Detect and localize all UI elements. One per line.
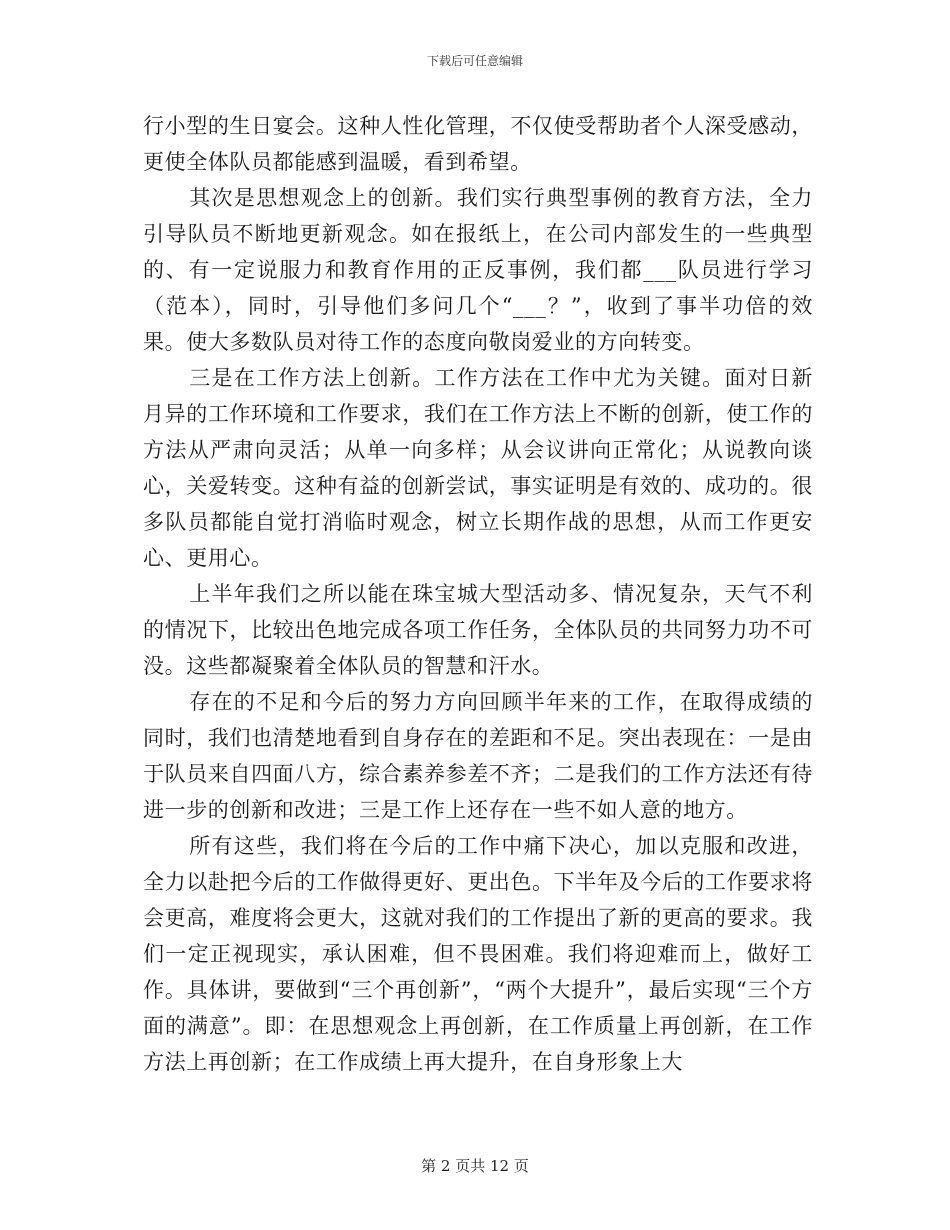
paragraph-ideas-innovation: 其次是思想观念上的创新。我们实行典型事例的教育方法，全力引导队员不断地更新观念。如在报纸上，在公司内部发生的一些典型的、有一定说服力和教育作用的正反事例，我们都___队员进行学习（范本），同时，引导他们多问几个“___？”，收到了事半功倍的效果。使大多数队员对待工作的态度向敬岗爱业的方向转变。	[143, 186, 813, 354]
page-header: 下载后可任意编辑	[426, 54, 523, 68]
paragraph-future-plans: 所有这些，我们将在今后的工作中痛下决心，加以克服和改进，全力以赴把今后的工作做得更好、更出色。下半年及今后的工作要求将会更高，难度将会更大，这就对我们的工作提出了新的更高的要求。我们一定正视现实，承认困难，但不畏困难。我们将迎难而上，做好工作。具体讲，要做到“三个再创新”，“两个大提升”，最后实现“三个方面的满意”。即：在思想观念上再创新，在工作质量上再创新，在工作方法上再创新；在工作成绩上再大提升，在自身形象上大	[143, 834, 813, 1074]
paragraph-first-half-summary: 上半年我们之所以能在珠宝城大型活动多、情况复杂，天气不利的情况下，比较出色地完成各项工作任务，全体队员的共同努力功不可没。这些都凝聚着全体队员的智慧和汗水。	[143, 582, 813, 678]
document-body	[143, 108, 813, 1080]
paragraph-shortcomings: 存在的不足和今后的努力方向回顾半年来的工作，在取得成绩的同时，我们也清楚地看到自身存在的差距和不足。突出表现在：一是由于队员来自四面八方，综合素养参差不齐；二是我们的工作方法还有待进一步的创新和改进；三是工作上还存在一些不如人意的地方。	[143, 690, 813, 822]
page-number-footer: 第 2 页共 12 页	[421, 1157, 529, 1175]
paragraph-continuation: 行小型的生日宴会。这种人性化管理，不仅使受帮助者个人深受感动，更使全体队员都能感到温暖，看到希望。	[143, 114, 813, 174]
paragraph-methods-innovation: 三是在工作方法上创新。工作方法在工作中尤为关键。面对日新月异的工作环境和工作要求，我们在工作方法上不断的创新，使工作的方法从严肃向灵活；从单一向多样；从会议讲向正常化；从说教向谈心，关爱转变。这种有益的创新尝试，事实证明是有效的、成功的。很多队员都能自觉打消临时观念，树立长期作战的思想，从而工作更安心、更用心。	[143, 366, 813, 570]
